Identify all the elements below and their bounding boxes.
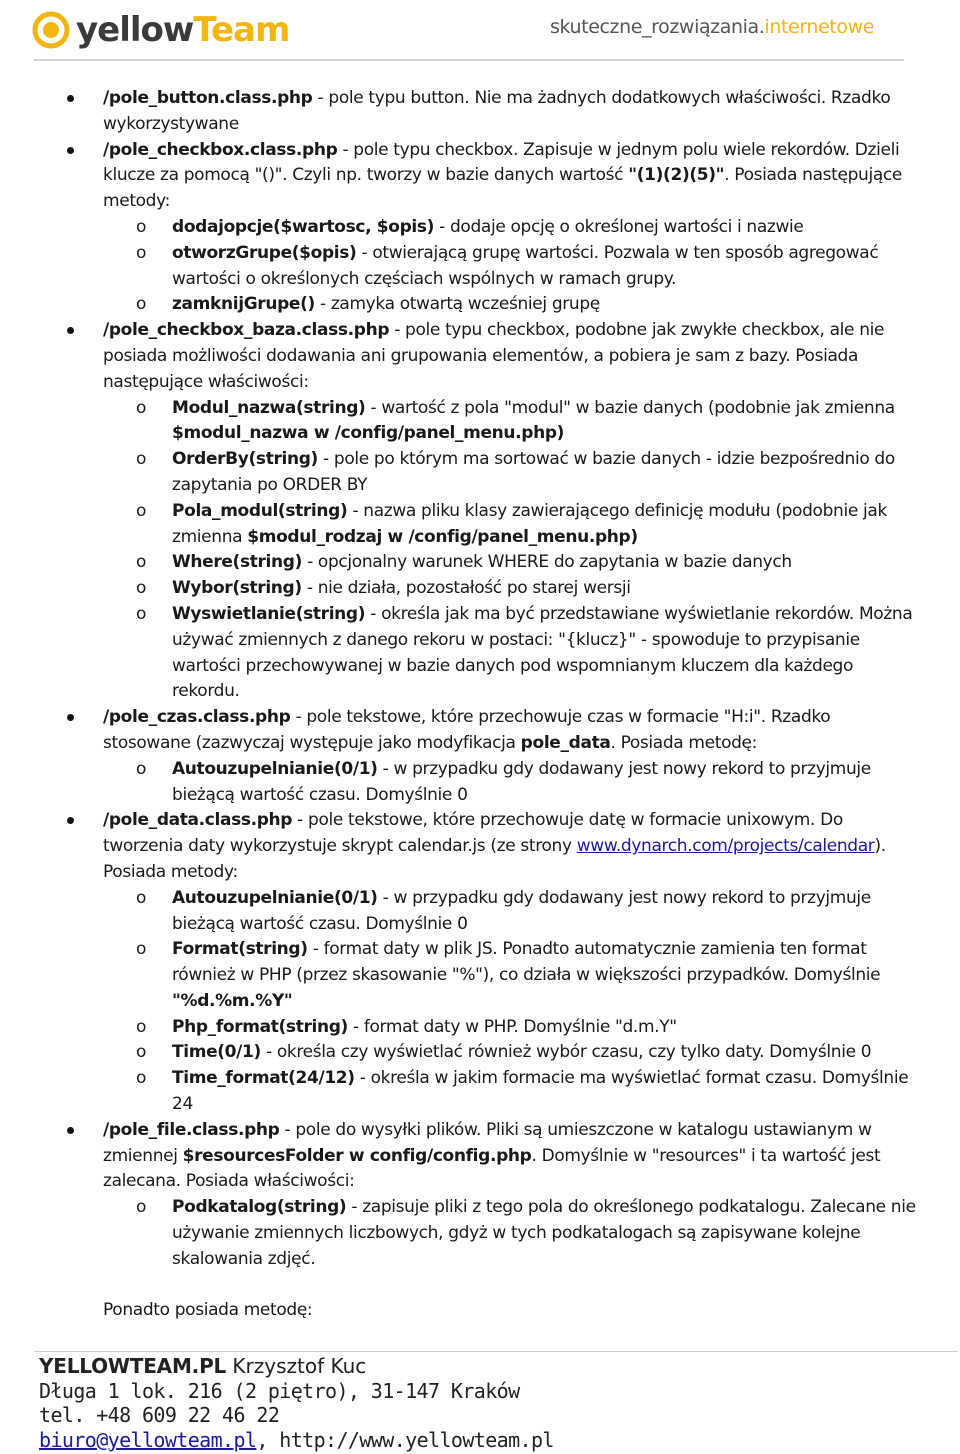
- item-desc: ). Posiada metody:: [103, 836, 886, 882]
- class-file-list: [0, 86, 960, 1273]
- sub-list-item: [0, 1040, 920, 1066]
- item-desc: - pole typu checkbox, podobne jak zwykłe checkbox, ale nie posiada możliwości dodawania ani grupowania elementów, a pobiera je sam z bazy. Posiada następujące właściwości:: [103, 320, 885, 392]
- property-desc-bold: $modul_rodzaj w /config/panel_menu.php): [247, 526, 638, 547]
- bullet-icon: [67, 817, 74, 824]
- circle-bullet-icon: o: [136, 449, 147, 470]
- method-desc: - zamyka otwartą wcześniej grupę: [314, 294, 600, 315]
- property-desc-bold: $modul_nazwa w /config/panel_menu.php): [172, 423, 565, 444]
- method-name: zamknijGrupe(): [172, 294, 315, 315]
- list-item: [0, 138, 960, 319]
- method-desc: - określa w jakim formacie ma wyświetlać format czasu. Domyślnie 24: [172, 1068, 909, 1115]
- footer-phone: tel. +48 609 22 46 22: [39, 1403, 280, 1428]
- page-footer: [39, 1354, 554, 1452]
- sub-list: [103, 215, 920, 318]
- calendar-link[interactable]: www.dynarch.com/projects/calendar: [576, 836, 875, 857]
- sub-list-item: [0, 1015, 920, 1041]
- sub-list-item: [0, 241, 920, 293]
- sub-list-item: [0, 215, 920, 241]
- sub-list-item: [0, 937, 920, 1014]
- circle-bullet-icon: o: [136, 578, 147, 599]
- circle-bullet-icon: o: [136, 552, 147, 573]
- footer-address: Długa 1 lok. 216 (2 piętro), 31-147 Kraków: [39, 1378, 520, 1403]
- method-name: dodajopcje($wartosc, $opis): [172, 216, 435, 237]
- circle-bullet-icon: o: [136, 500, 147, 521]
- method-name: Format(string): [172, 939, 308, 960]
- method-desc: - format daty w plik JS. Ponadto automatycznie zamienia ten format również w PHP (przez skasowanie "%"), co działa w większości przypadków. Domyślnie: [172, 939, 881, 986]
- method-name: otworzGrupe($opis): [172, 242, 357, 263]
- circle-bullet-icon: o: [136, 1042, 147, 1063]
- item-desc: - pole tekstowe, które przechowuje datę w formacie unixowym. Do tworzenia daty wykorzystuje skrypt calendar.js (ze strony: [103, 810, 843, 857]
- bullet-icon: [67, 95, 74, 102]
- method-desc: - określa czy wyświetlać również wybór czasu, czy tylko daty. Domyślnie 0: [260, 1042, 872, 1063]
- sub-list-item: [0, 886, 920, 938]
- circle-bullet-icon: o: [136, 216, 147, 237]
- item-name: /pole_file.class.php: [103, 1119, 280, 1140]
- property-desc: - zapisuje pliki z tego pola do określonego podkatalogu. Zalecane nie używanie zmiennych liczbowych, gdyż w tych podkatalogach są zapisywane kolejne skalowania zdjęć.: [172, 1197, 916, 1269]
- property-desc: - wartość z pola "modul" w bazie danych (podobnie jak zmienna: [365, 397, 895, 418]
- item-desc-bold: pole_data: [520, 732, 611, 753]
- item-name: /pole_checkbox.class.php: [103, 139, 338, 160]
- footer-contact-line: [39, 1428, 554, 1453]
- footer-separator: ,: [256, 1427, 280, 1452]
- property-name: Wybor(string): [172, 578, 302, 599]
- item-name: /pole_data.class.php: [103, 810, 293, 831]
- circle-bullet-icon: o: [136, 242, 147, 263]
- method-desc: - w przypadku gdy dodawany jest nowy rekord to przyjmuje bieżącą wartość czasu. Domyślnie 0: [172, 887, 871, 934]
- circle-bullet-icon: o: [136, 758, 147, 779]
- bullet-icon: [67, 714, 74, 721]
- method-desc: - dodaje opcję o określonej wartości i nazwie: [434, 216, 804, 237]
- circle-bullet-icon: o: [136, 1197, 147, 1218]
- sub-list-item: [0, 576, 920, 602]
- item-name: /pole_checkbox_baza.class.php: [103, 320, 390, 341]
- property-desc: - pole po którym ma sortować w bazie danych - idzie bezpośrednio do zapytania po ORDER BY: [172, 449, 895, 495]
- sub-list: [103, 396, 920, 706]
- item-desc-bold: "(1)(2)(5)": [628, 165, 725, 186]
- item-desc-bold: $resourcesFolder w config/config.php: [182, 1145, 532, 1166]
- item-name: /pole_czas.class.php: [103, 707, 291, 728]
- sub-list-item: [0, 550, 920, 576]
- method-name: Time(0/1): [172, 1042, 261, 1063]
- list-item: [0, 86, 960, 138]
- method-name: Autouzupelnianie(0/1): [172, 887, 378, 908]
- item-desc: . Domyślnie w "resources" i ta wartość jest zalecana. Posiada właściwości:: [103, 1145, 881, 1192]
- property-desc: - określa jak ma być przedstawiane wyświetlanie rekordów. Można używać zmiennych z danego rekoru w postaci: "{klucz}" - spowoduje to przypisanie wartości przechowywanej w bazie danych pod wspomnianym kluczem dla każdego rekordu.: [172, 603, 913, 702]
- header-divider: [34, 59, 904, 61]
- footer-company-line: [39, 1354, 554, 1379]
- property-name: OrderBy(string): [172, 449, 318, 470]
- item-desc: . Posiada metodę:: [610, 732, 758, 753]
- item-name: /pole_button.class.php: [103, 88, 313, 108]
- sub-list-item: [0, 1195, 920, 1272]
- item-desc: - pole do wysyłki plików. Pliki są umieszczone w katalogu ustawianym w zmiennej: [103, 1119, 872, 1166]
- method-name: Autouzupelnianie(0/1): [172, 758, 378, 779]
- sub-list-item: [0, 292, 920, 318]
- list-item: [0, 1118, 960, 1273]
- property-desc: - nazwa pliku klasy zawierającego definicję modułu (podobnie jak zmienna: [172, 500, 887, 547]
- closing-paragraph: Ponadto posiada metodę:: [103, 1300, 313, 1320]
- item-desc: . Posiada następujące metody:: [103, 165, 902, 212]
- sub-list-item: [0, 447, 920, 499]
- page-header: [0, 0, 960, 62]
- circle-bullet-icon: o: [136, 1016, 147, 1037]
- footer-divider: [34, 1351, 958, 1352]
- sub-list: [103, 886, 920, 1118]
- method-desc: - otwierającą grupę wartości. Pozwala w ten sposób agregować wartości o określonych częściach wspólnych w ramach grupy.: [172, 242, 879, 289]
- property-name: Podkatalog(string): [172, 1197, 347, 1218]
- property-desc: - nie działa, pozostałość po starej wersji: [301, 578, 631, 599]
- property-name: Modul_nazwa(string): [172, 397, 366, 418]
- method-desc: - w przypadku gdy dodawany jest nowy rekord to przyjmuje bieżącą wartość czasu. Domyślnie 0: [172, 758, 871, 805]
- method-desc-bold: "%d.%m.%Y": [172, 990, 293, 1011]
- header-tagline: skuteczne_rozwiązania.internetowe: [549, 16, 874, 38]
- method-desc: - format daty w PHP. Domyślnie "d.m.Y": [347, 1016, 677, 1037]
- item-desc: - pole typu button. Nie ma żadnych dodatkowych właściwości. Rzadko wykorzystywane: [103, 88, 891, 134]
- property-name: Pola_modul(string): [172, 500, 348, 521]
- footer-email-link[interactable]: biuro@yellowteam.pl: [39, 1427, 257, 1452]
- property-name: Where(string): [172, 552, 303, 573]
- property-name: Wyswietlanie(string): [172, 603, 366, 624]
- sub-list-item: [0, 396, 920, 448]
- circle-bullet-icon: o: [136, 887, 147, 908]
- property-desc: - opcjonalny warunek WHERE do zapytania w bazie danych: [302, 552, 792, 573]
- sub-list-item: [0, 602, 920, 705]
- item-desc: - pole tekstowe, które przechowuje czas w formacie "H:i". Rzadko stosowane (zazwyczaj występuje jako modyfikacja: [103, 707, 831, 753]
- sub-list-item: [0, 757, 920, 809]
- method-name: Php_format(string): [172, 1016, 348, 1037]
- logo-circle-icon: [32, 11, 70, 49]
- sub-list-item: [0, 1066, 920, 1118]
- list-item: [0, 705, 960, 808]
- item-desc: - pole typu checkbox. Zapisuje w jednym polu wiele rekordów. Dzieli klucze za pomocą "()". Czyli np. tworzy w bazie danych wartość: [103, 139, 900, 186]
- bullet-icon: [67, 147, 74, 154]
- circle-bullet-icon: o: [136, 1068, 147, 1089]
- list-item: [0, 318, 960, 705]
- circle-bullet-icon: o: [136, 939, 147, 960]
- sub-list: [103, 1195, 920, 1272]
- method-name: Time_format(24/12): [172, 1068, 355, 1089]
- sub-list-item: [0, 499, 920, 551]
- circle-bullet-icon: o: [136, 397, 147, 418]
- yellowteam-logo: [32, 8, 289, 52]
- bullet-icon: [67, 327, 74, 334]
- footer-website[interactable]: http://www.yellowteam.pl: [279, 1427, 554, 1452]
- circle-bullet-icon: o: [136, 294, 147, 315]
- bullet-icon: [67, 1127, 74, 1134]
- sub-list: [103, 757, 920, 809]
- footer-brand: YELLOWTEAM.PL: [39, 1354, 227, 1378]
- list-item: [0, 808, 960, 1118]
- logo-wordmark: yellowTeam: [76, 10, 290, 50]
- circle-bullet-icon: o: [136, 603, 147, 624]
- document-body: [0, 86, 960, 1273]
- footer-person: Krzysztof Kuc: [226, 1354, 367, 1378]
